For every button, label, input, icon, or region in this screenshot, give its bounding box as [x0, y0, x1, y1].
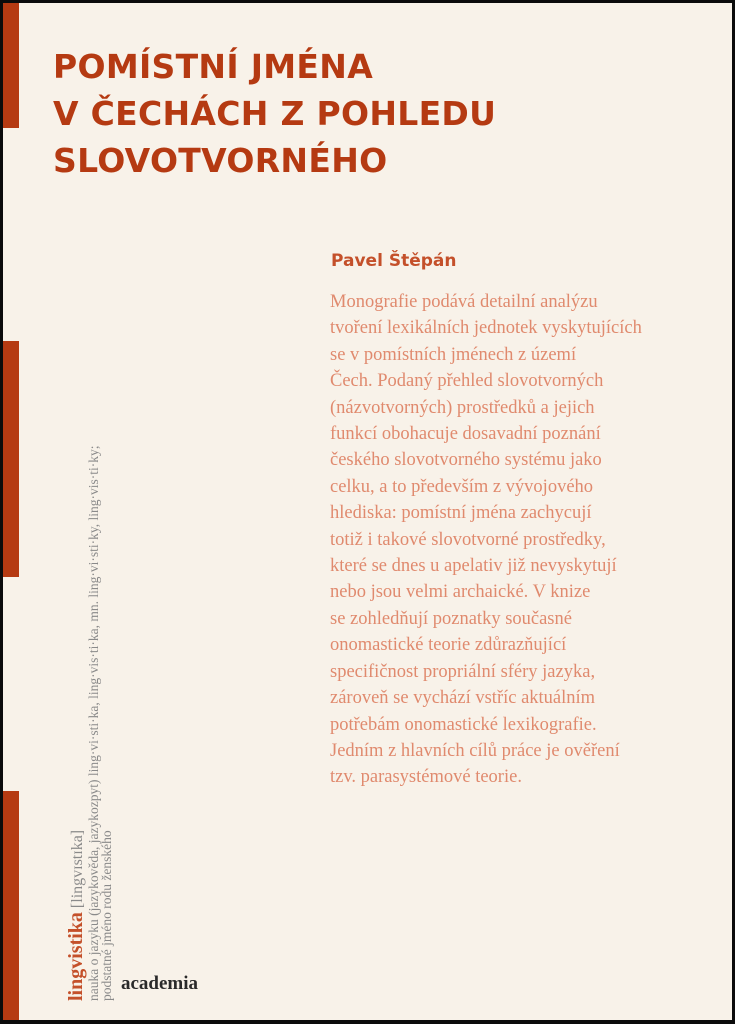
book-cover	[3, 3, 732, 1020]
blurb-line: hlediska: pomístní jména zachycují	[330, 503, 592, 524]
blurb-line: celku, a to především z vývojového	[330, 476, 594, 497]
dictionary-grammar: podstatné jméno rodu ženského	[99, 830, 114, 1001]
accent-bar-bottom	[3, 791, 19, 1020]
blurb	[330, 289, 642, 791]
dictionary-entry-headline	[65, 830, 88, 1001]
blurb-line: se v pomístních jménech z území	[330, 344, 577, 365]
dictionary-pronunciation: [lingvɪstɪka]	[69, 829, 86, 913]
accent-bar-middle	[3, 341, 19, 577]
blurb-line: Čech. Podaný přehled slovotvorných	[330, 371, 604, 392]
blurb-line: tzv. parasystémové teorie.	[330, 767, 522, 788]
blurb-line: onomastické teorie zdůrazňující	[330, 635, 567, 656]
dictionary-headword: lingvistika	[65, 912, 87, 1001]
blurb-line: tvoření lexikálních jednotek vyskytujících	[330, 318, 642, 339]
blurb-line: nebo jsou velmi archaické. V knize	[330, 582, 591, 603]
title-line: POMÍSTNÍ JMÉNA	[53, 47, 374, 86]
dictionary-definition: nauka o jazyku (jazykověda, jazykozpyt) ling·vi·sti·ka, ling·vis·ti·ka, mn. ling·vi·sti·ky, ling·vis·ti·ky;	[86, 445, 101, 1001]
book-title	[53, 43, 496, 184]
blurb-line: zároveň se vychází vstříc aktuálním	[330, 688, 596, 709]
blurb-line: totiž i takové slovotvorné prostředky,	[330, 529, 606, 550]
publisher-logo: academia	[121, 973, 199, 994]
blurb-line: funkcí obohacuje dosavadní poznání	[330, 424, 601, 445]
blurb-line: specifičnost propriální sféry jazyka,	[330, 661, 596, 682]
blurb-line: se zohledňují poznatky současné	[330, 608, 572, 629]
title-line: SLOVOTVORNÉHO	[53, 141, 388, 180]
accent-bar-top	[3, 3, 19, 128]
title-line: V ČECHÁCH Z POHLEDU	[53, 94, 497, 133]
blurb-line: (názvotvorných) prostředků a jejich	[330, 397, 595, 418]
blurb-line: českého slovotvorného systému jako	[330, 450, 602, 471]
blurb-line: Jedním z hlavních cílů práce je ověření	[330, 740, 620, 761]
blurb-line: Monografie podává detailní analýzu	[330, 292, 598, 312]
blurb-line: potřebám onomastické lexikografie.	[330, 714, 597, 735]
blurb-line: které se dnes u apelativ již nevyskytují	[330, 556, 617, 577]
author-name: Pavel Štěpán	[331, 251, 457, 271]
